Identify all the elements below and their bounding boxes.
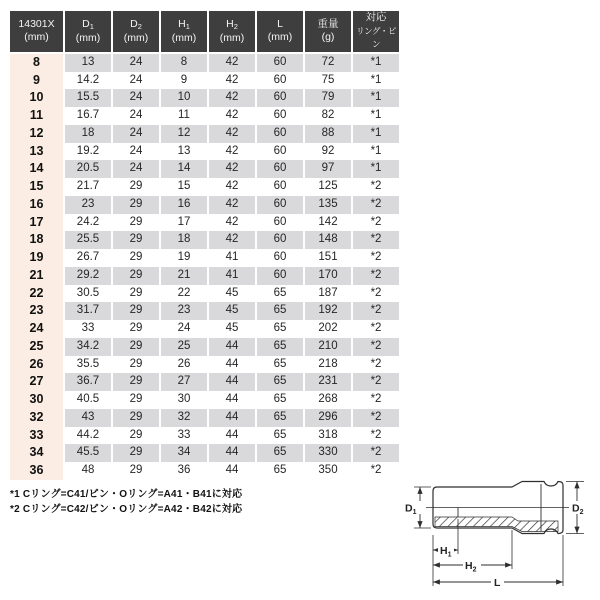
value-cell: 24 [113, 143, 159, 161]
size-cell: 14 [10, 160, 63, 178]
table-row [10, 320, 399, 338]
value-cell: *2 [353, 444, 399, 462]
value-cell: 29 [113, 444, 159, 462]
value-cell: 60 [257, 214, 303, 232]
value-cell: 29.2 [65, 267, 111, 285]
dimension-label-l: L [494, 577, 501, 589]
value-cell: *1 [353, 160, 399, 178]
spec-table [8, 11, 401, 480]
value-cell: 268 [305, 391, 351, 409]
value-cell: 42 [209, 178, 255, 196]
value-cell: 125 [305, 178, 351, 196]
value-cell: 218 [305, 356, 351, 374]
value-cell: *1 [353, 107, 399, 125]
value-cell: 45 [209, 285, 255, 303]
value-cell: 65 [257, 427, 303, 445]
value-cell: 65 [257, 462, 303, 480]
value-cell: 45 [209, 320, 255, 338]
value-cell: *1 [353, 125, 399, 143]
value-cell: 148 [305, 231, 351, 249]
value-cell: 29 [113, 391, 159, 409]
value-cell: 10 [161, 89, 207, 107]
value-cell: 44 [209, 373, 255, 391]
value-cell: 15 [161, 178, 207, 196]
table-row [10, 178, 399, 196]
value-cell: 60 [257, 196, 303, 214]
value-cell: 72 [305, 54, 351, 72]
column-header: D1 (mm) [65, 11, 111, 54]
table-row [10, 72, 399, 90]
value-cell: 88 [305, 125, 351, 143]
value-cell: *1 [353, 54, 399, 72]
size-cell: 15 [10, 178, 63, 196]
value-cell: 8 [161, 54, 207, 72]
value-cell: 60 [257, 89, 303, 107]
value-cell: 26 [161, 356, 207, 374]
value-cell: 26.7 [65, 249, 111, 267]
value-cell: 65 [257, 356, 303, 374]
value-cell: 33 [161, 427, 207, 445]
column-header: 重量 (g) [305, 11, 351, 54]
value-cell: 187 [305, 285, 351, 303]
value-cell: 29 [113, 462, 159, 480]
value-cell: 42 [209, 143, 255, 161]
value-cell: 34.2 [65, 338, 111, 356]
value-cell: 42 [209, 160, 255, 178]
size-cell: 36 [10, 462, 63, 480]
value-cell: 16.7 [65, 107, 111, 125]
value-cell: 350 [305, 462, 351, 480]
value-cell: 29 [113, 214, 159, 232]
footnotes [10, 487, 242, 517]
size-cell: 13 [10, 143, 63, 161]
value-cell: 23 [65, 196, 111, 214]
column-header: 対応 リング・ピン [353, 11, 399, 54]
table-row [10, 107, 399, 125]
value-cell: 45.5 [65, 444, 111, 462]
value-cell: 29 [113, 178, 159, 196]
value-cell: 24 [161, 320, 207, 338]
value-cell: 65 [257, 373, 303, 391]
size-cell: 16 [10, 196, 63, 214]
value-cell: 24 [113, 89, 159, 107]
size-cell: 18 [10, 231, 63, 249]
value-cell: 41 [209, 267, 255, 285]
value-cell: 65 [257, 302, 303, 320]
value-cell: 29 [113, 302, 159, 320]
value-cell: 60 [257, 178, 303, 196]
value-cell: 24 [113, 125, 159, 143]
value-cell: 44.2 [65, 427, 111, 445]
value-cell: 29 [113, 373, 159, 391]
value-cell: 151 [305, 249, 351, 267]
table-row [10, 373, 399, 391]
table-row [10, 267, 399, 285]
value-cell: 36.7 [65, 373, 111, 391]
value-cell: 29 [113, 356, 159, 374]
value-cell: 24 [113, 54, 159, 72]
value-cell: 97 [305, 160, 351, 178]
table-head [10, 11, 399, 54]
table-row [10, 214, 399, 232]
value-cell: 44 [209, 391, 255, 409]
table-body [10, 54, 399, 480]
value-cell: 24 [113, 107, 159, 125]
value-cell: *2 [353, 338, 399, 356]
value-cell: 60 [257, 54, 303, 72]
value-cell: 29 [113, 285, 159, 303]
table-row [10, 249, 399, 267]
table-row [10, 285, 399, 303]
dimension-label-h2: $H_2$ [465, 560, 477, 574]
value-cell: 44 [209, 409, 255, 427]
table-row [10, 125, 399, 143]
value-cell: 30 [161, 391, 207, 409]
size-cell: 26 [10, 356, 63, 374]
value-cell: 48 [65, 462, 111, 480]
value-cell: 170 [305, 267, 351, 285]
value-cell: 36 [161, 462, 207, 480]
column-header: L (mm) [257, 11, 303, 54]
size-cell: 8 [10, 54, 63, 72]
size-cell: 32 [10, 409, 63, 427]
value-cell: 60 [257, 143, 303, 161]
table-row [10, 143, 399, 161]
value-cell: 60 [257, 160, 303, 178]
socket-diagram [400, 455, 598, 600]
value-cell: 44 [209, 427, 255, 445]
value-cell: 11 [161, 107, 207, 125]
value-cell: 42 [209, 89, 255, 107]
value-cell: 21.7 [65, 178, 111, 196]
value-cell: 44 [209, 338, 255, 356]
value-cell: *2 [353, 249, 399, 267]
value-cell: *2 [353, 285, 399, 303]
value-cell: 42 [209, 214, 255, 232]
dimension-label-h1: $H_1$ [440, 545, 452, 559]
section-hatch [435, 517, 558, 532]
value-cell: 29 [113, 196, 159, 214]
table-row [10, 338, 399, 356]
value-cell: 135 [305, 196, 351, 214]
value-cell: 44 [209, 462, 255, 480]
value-cell: *2 [353, 267, 399, 285]
value-cell: 24.2 [65, 214, 111, 232]
table-row [10, 427, 399, 445]
value-cell: *1 [353, 89, 399, 107]
value-cell: 13 [161, 143, 207, 161]
value-cell: 14 [161, 160, 207, 178]
value-cell: 65 [257, 338, 303, 356]
value-cell: *2 [353, 391, 399, 409]
column-header: H1 (mm) [161, 11, 207, 54]
dimension-label-d1: $D_1$ [405, 502, 417, 516]
size-cell: 30 [10, 391, 63, 409]
value-cell: 29 [113, 338, 159, 356]
size-cell: 25 [10, 338, 63, 356]
value-cell: 92 [305, 143, 351, 161]
value-cell: 42 [209, 196, 255, 214]
size-cell: 19 [10, 249, 63, 267]
column-header: H2 (mm) [209, 11, 255, 54]
value-cell: 17 [161, 214, 207, 232]
size-cell: 34 [10, 444, 63, 462]
value-cell: 60 [257, 107, 303, 125]
value-cell: 296 [305, 409, 351, 427]
value-cell: 42 [209, 72, 255, 90]
value-cell: *2 [353, 302, 399, 320]
value-cell: 318 [305, 427, 351, 445]
value-cell: 29 [113, 320, 159, 338]
footnote-1: *1 Cリング=C41/ピン・Oリング=A41・B41に対応 [10, 489, 243, 500]
value-cell: 29 [113, 267, 159, 285]
size-cell: 11 [10, 107, 63, 125]
value-cell: 15.5 [65, 89, 111, 107]
size-cell: 24 [10, 320, 63, 338]
value-cell: 16 [161, 196, 207, 214]
dimension-label-d2: $D_2$ [572, 502, 584, 516]
value-cell: 31.7 [65, 302, 111, 320]
value-cell: 18 [65, 125, 111, 143]
value-cell: 79 [305, 89, 351, 107]
value-cell: 42 [209, 107, 255, 125]
value-cell: *2 [353, 373, 399, 391]
value-cell: 231 [305, 373, 351, 391]
value-cell: 12 [161, 125, 207, 143]
value-cell: *2 [353, 356, 399, 374]
value-cell: 65 [257, 391, 303, 409]
value-cell: 21 [161, 267, 207, 285]
size-cell: 12 [10, 125, 63, 143]
value-cell: 14.2 [65, 72, 111, 90]
value-cell: 32 [161, 409, 207, 427]
value-cell: *1 [353, 72, 399, 90]
value-cell: 25.5 [65, 231, 111, 249]
value-cell: *2 [353, 178, 399, 196]
value-cell: 24 [113, 160, 159, 178]
footnote-2: *2 Cリング=C42/ピン・Oリング=A42・B42に対応 [10, 504, 243, 515]
value-cell: *2 [353, 462, 399, 480]
value-cell: 60 [257, 231, 303, 249]
value-cell: 60 [257, 249, 303, 267]
value-cell: 65 [257, 409, 303, 427]
size-cell: 9 [10, 72, 63, 90]
value-cell: 20.5 [65, 160, 111, 178]
value-cell: 24 [113, 72, 159, 90]
value-cell: *1 [353, 143, 399, 161]
value-cell: 23 [161, 302, 207, 320]
column-header: 14301X (mm) [10, 11, 63, 54]
value-cell: 60 [257, 72, 303, 90]
value-cell: 142 [305, 214, 351, 232]
value-cell: 42 [209, 125, 255, 143]
value-cell: 35.5 [65, 356, 111, 374]
value-cell: 45 [209, 302, 255, 320]
table-row [10, 409, 399, 427]
value-cell: 18 [161, 231, 207, 249]
table-header-row [10, 11, 399, 54]
value-cell: 44 [209, 356, 255, 374]
size-cell: 33 [10, 427, 63, 445]
table-row [10, 356, 399, 374]
value-cell: 44 [209, 444, 255, 462]
value-cell: 19.2 [65, 143, 111, 161]
value-cell: 29 [113, 427, 159, 445]
value-cell: 82 [305, 107, 351, 125]
value-cell: *2 [353, 409, 399, 427]
table-row [10, 462, 399, 480]
size-cell: 21 [10, 267, 63, 285]
table-row [10, 391, 399, 409]
value-cell: *2 [353, 214, 399, 232]
value-cell: 30.5 [65, 285, 111, 303]
value-cell: 13 [65, 54, 111, 72]
size-cell: 10 [10, 89, 63, 107]
value-cell: *2 [353, 320, 399, 338]
value-cell: 42 [209, 231, 255, 249]
size-cell: 27 [10, 373, 63, 391]
size-cell: 17 [10, 214, 63, 232]
value-cell: 19 [161, 249, 207, 267]
size-cell: 22 [10, 285, 63, 303]
value-cell: 9 [161, 72, 207, 90]
value-cell: 60 [257, 267, 303, 285]
table-row [10, 196, 399, 214]
value-cell: 22 [161, 285, 207, 303]
table-row [10, 160, 399, 178]
value-cell: 40.5 [65, 391, 111, 409]
value-cell: 43 [65, 409, 111, 427]
value-cell: 202 [305, 320, 351, 338]
value-cell: 34 [161, 444, 207, 462]
value-cell: 25 [161, 338, 207, 356]
value-cell: 65 [257, 285, 303, 303]
table-row [10, 231, 399, 249]
value-cell: 41 [209, 249, 255, 267]
size-cell: 23 [10, 302, 63, 320]
column-header: D2 (mm) [113, 11, 159, 54]
value-cell: *2 [353, 231, 399, 249]
value-cell: 29 [113, 231, 159, 249]
value-cell: *2 [353, 196, 399, 214]
value-cell: 330 [305, 444, 351, 462]
value-cell: 29 [113, 409, 159, 427]
value-cell: 27 [161, 373, 207, 391]
value-cell: 65 [257, 320, 303, 338]
table-row [10, 302, 399, 320]
value-cell: 210 [305, 338, 351, 356]
value-cell: 192 [305, 302, 351, 320]
value-cell: 65 [257, 444, 303, 462]
table-row [10, 444, 399, 462]
value-cell: *2 [353, 427, 399, 445]
table-row [10, 89, 399, 107]
table-row [10, 54, 399, 72]
value-cell: 33 [65, 320, 111, 338]
value-cell: 42 [209, 54, 255, 72]
value-cell: 29 [113, 249, 159, 267]
value-cell: 60 [257, 125, 303, 143]
value-cell: 75 [305, 72, 351, 90]
